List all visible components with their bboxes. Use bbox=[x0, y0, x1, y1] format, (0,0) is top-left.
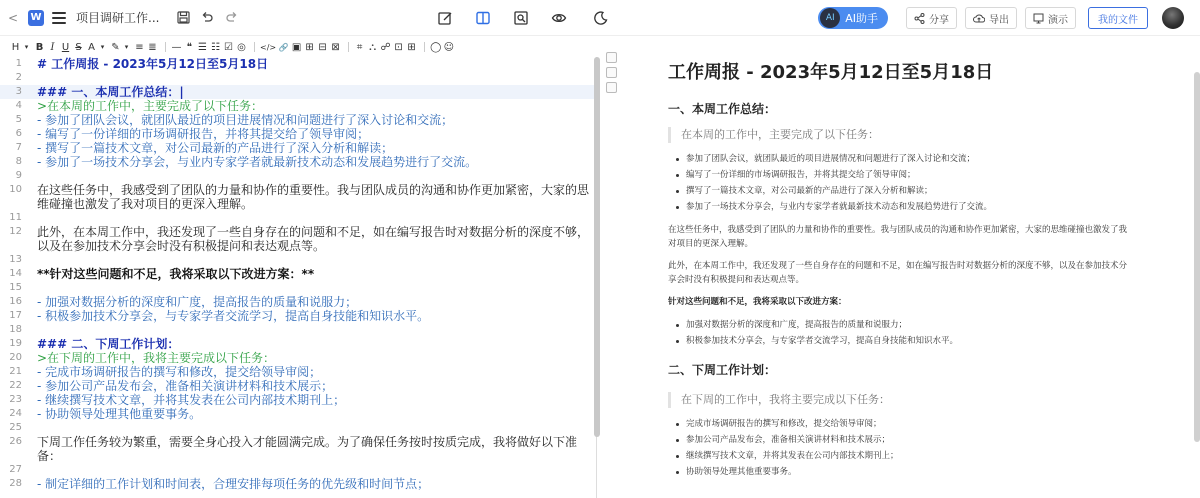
undo-icon[interactable] bbox=[199, 10, 215, 26]
line-number: 6 bbox=[15, 128, 22, 139]
preview-paragraph: 此外，在本周工作中，我还发现了一些自身存在的问题和不足，如在编写报告时对数据分析的深度不够，以及在参加技术分享会时没有积极提问和表达观点等。 bbox=[668, 261, 1128, 285]
app-logo[interactable]: W bbox=[28, 10, 44, 26]
line-number: 27 bbox=[9, 464, 22, 475]
line-text: 以及在参加技术分享会时没有积极提问和表达观点等。 bbox=[37, 239, 326, 253]
preview-title: 工作周报 - 2023年5月12日至5月18日 bbox=[668, 62, 994, 83]
line-text: - 参加公司产品发布会，准备相关演讲材料和技术展示； bbox=[37, 379, 334, 393]
ai-robot-icon: AI bbox=[820, 8, 840, 28]
editor-line[interactable] bbox=[0, 337, 596, 351]
editor-line[interactable] bbox=[0, 113, 596, 127]
preview-blockquote: 在下周的工作中，我将主要完成以下任务： bbox=[668, 392, 1128, 408]
present-icon bbox=[1033, 13, 1044, 24]
editor-line[interactable] bbox=[0, 239, 596, 253]
markdown-editor[interactable] bbox=[0, 57, 597, 498]
top-bar bbox=[0, 0, 1200, 36]
line-number: 15 bbox=[9, 282, 22, 293]
editor-line[interactable] bbox=[0, 309, 596, 323]
editor-line[interactable] bbox=[0, 267, 596, 281]
horizontal-rule-button[interactable]: — bbox=[171, 41, 182, 53]
line-text: 此外，在本周工作中，我还发现了一些自身存在的问题和不足，如在编写报告时对数据分析的深度不够， bbox=[37, 225, 590, 239]
mindmap-button[interactable]: ☍ bbox=[380, 41, 391, 53]
ai-assistant-label: AI助手 bbox=[845, 12, 878, 25]
preview-blockquote: 在本周的工作中，主要完成了以下任务： bbox=[668, 127, 1128, 143]
editor-line[interactable] bbox=[0, 211, 596, 225]
line-text: 维碰撞也激发了我对项目的更深入理解。 bbox=[37, 197, 254, 211]
editor-line[interactable] bbox=[0, 477, 596, 491]
emoji-button[interactable]: ☺ bbox=[443, 41, 455, 53]
line-number: 18 bbox=[9, 324, 22, 335]
editor-line[interactable] bbox=[0, 407, 596, 421]
line-text: - 参加了一场技术分享会，与业内专家学者就最新技术动态和发展趋势进行了交流。 bbox=[37, 155, 478, 169]
line-text: **针对这些问题和不足，我将采取以下改进方案：** bbox=[37, 267, 315, 281]
line-number: 10 bbox=[9, 184, 22, 195]
image-button[interactable]: ▣ bbox=[291, 41, 302, 53]
my-files-button[interactable]: 我的文件 bbox=[1088, 7, 1148, 29]
font-color-dropdown-icon[interactable]: ▾ bbox=[100, 43, 105, 51]
eye-icon[interactable] bbox=[550, 9, 568, 27]
bullet-list-button[interactable]: ☰ bbox=[198, 41, 207, 53]
editor-line[interactable] bbox=[0, 295, 596, 309]
line-number: 2 bbox=[15, 72, 22, 83]
list-item: 加强对数据分析的深度和广度，提高报告的质量和说服力； bbox=[668, 317, 1128, 333]
heading-button[interactable]: H bbox=[11, 41, 20, 53]
preview-list bbox=[668, 317, 1128, 349]
preview-paragraph: 在这些任务中，我感受到了团队的力量和协作的重要性。我与团队成员的沟通和协作更加紧密，大家的思维碰撞也激发了我对项目的更深入理解。 bbox=[668, 225, 1128, 249]
present-button[interactable] bbox=[1025, 7, 1076, 29]
split-view-icon[interactable] bbox=[474, 9, 492, 27]
preview-search-icon[interactable] bbox=[512, 9, 530, 27]
editor-line[interactable] bbox=[0, 155, 596, 169]
italic-button[interactable]: I bbox=[50, 41, 55, 53]
editor-line[interactable] bbox=[0, 351, 596, 365]
save-icon[interactable] bbox=[175, 10, 191, 26]
ai-assistant-button[interactable] bbox=[818, 7, 888, 29]
list-item: 积极参加技术分享会，与专家学者交流学习，提高自身技能和知识水平。 bbox=[668, 333, 1128, 349]
dark-mode-icon[interactable] bbox=[592, 9, 610, 27]
line-number: 14 bbox=[9, 268, 22, 279]
inline-code-button[interactable]: </> bbox=[260, 42, 277, 52]
edit-mode-icon[interactable] bbox=[436, 9, 454, 27]
line-number: 17 bbox=[9, 310, 22, 321]
line-text: ### 二、下周工作计划： bbox=[37, 337, 180, 351]
ordered-list-button[interactable]: ☷ bbox=[211, 41, 220, 53]
heading-dropdown-icon[interactable]: ▾ bbox=[24, 43, 29, 51]
editor-line[interactable] bbox=[0, 225, 596, 239]
line-text: - 积极参加技术分享会，与专家学者交流学习，提高自身技能和知识水平。 bbox=[37, 309, 430, 323]
outline-toggle-icon[interactable] bbox=[606, 67, 617, 78]
editor-line[interactable] bbox=[0, 127, 596, 141]
align-left-button[interactable]: ≡ bbox=[135, 41, 144, 53]
underline-button[interactable]: U bbox=[61, 41, 70, 53]
preview-list bbox=[668, 151, 1128, 215]
preview-pane bbox=[605, 36, 1200, 498]
list-item: 参加公司产品发布会，准备相关演讲材料和技术展示； bbox=[668, 432, 1128, 448]
list-item: 编写了一份详细的市场调研报告，并将其提交给了领导审阅； bbox=[668, 167, 1128, 183]
line-number: 12 bbox=[9, 226, 22, 237]
line-number: 13 bbox=[9, 254, 22, 265]
preview-content bbox=[668, 58, 1128, 488]
editor-line[interactable] bbox=[0, 85, 596, 99]
font-color-button[interactable]: A bbox=[88, 41, 95, 53]
editor-line[interactable] bbox=[0, 365, 596, 379]
share-icon bbox=[914, 13, 925, 24]
line-text: - 参加了团队会议，就团队最近的项目进展情况和问题进行了深入讨论和交流； bbox=[37, 113, 454, 127]
toolbar-divider bbox=[254, 42, 255, 52]
top-bar-left bbox=[0, 9, 300, 26]
editor-line[interactable] bbox=[0, 169, 596, 183]
list-item: 撰写了一篇技术文章，对公司最新的产品进行了深入分析和解读； bbox=[668, 183, 1128, 199]
code-block-button[interactable]: ◎ bbox=[237, 41, 246, 53]
line-number: 24 bbox=[9, 408, 22, 419]
line-text: - 加强对数据分析的深度和广度，提高报告的质量和说服力； bbox=[37, 295, 358, 309]
strikethrough-button[interactable]: S bbox=[75, 41, 82, 53]
toolbar-divider bbox=[165, 42, 166, 52]
list-item: 完成市场调研报告的撰写和修改，提交给领导审阅； bbox=[668, 416, 1128, 432]
chevron-left-icon[interactable]: < bbox=[8, 10, 19, 25]
editor-line[interactable] bbox=[0, 253, 596, 267]
user-avatar[interactable] bbox=[1162, 7, 1184, 29]
line-number: 8 bbox=[15, 156, 22, 167]
line-number: 23 bbox=[9, 394, 22, 405]
present-label: 演示 bbox=[1048, 14, 1068, 26]
share-button[interactable] bbox=[906, 7, 957, 29]
highlight-dropdown-icon[interactable]: ▾ bbox=[124, 43, 129, 51]
menu-icon[interactable] bbox=[52, 12, 66, 24]
list-item: 参加了团队会议，就团队最近的项目进展情况和问题进行了深入讨论和交流； bbox=[668, 151, 1128, 167]
list-item: 继续撰写技术文章，并将其发表在公司内部技术期刊上； bbox=[668, 448, 1128, 464]
editor-line[interactable] bbox=[0, 421, 596, 435]
line-number: 9 bbox=[15, 170, 22, 181]
list-item: 协助领导处理其他重要事务。 bbox=[668, 464, 1128, 480]
editor-line[interactable] bbox=[0, 323, 596, 337]
editor-line[interactable] bbox=[0, 435, 596, 449]
editor-line[interactable] bbox=[0, 393, 596, 407]
line-number: 11 bbox=[9, 212, 22, 223]
export-button[interactable] bbox=[965, 7, 1017, 29]
line-number: 21 bbox=[9, 366, 22, 377]
line-number: 1 bbox=[15, 58, 22, 69]
line-number: 28 bbox=[9, 478, 22, 489]
line-number: 26 bbox=[9, 436, 22, 447]
line-number: 4 bbox=[15, 100, 22, 111]
editor-line[interactable] bbox=[0, 71, 596, 85]
diagram-button[interactable]: ⊡ bbox=[394, 41, 403, 53]
format-toolbar bbox=[0, 37, 600, 57]
cloud-export-icon bbox=[973, 13, 985, 24]
editor-line[interactable] bbox=[0, 449, 596, 463]
line-number: 19 bbox=[9, 338, 22, 349]
line-text: 下周工作任务较为繁重，需要全身心投入才能圆满完成。为了确保任务按时按质完成，我将做好以下准 bbox=[37, 435, 578, 449]
editor-line[interactable] bbox=[0, 57, 596, 71]
line-text: # 工作周报 - 2023年5月12日至5月18日 bbox=[37, 57, 269, 71]
preview-section-heading: 一、本周工作总结： bbox=[668, 102, 777, 116]
line-text: - 编写了一份详细的市场调研报告，并将其提交给了领导审阅； bbox=[37, 127, 370, 141]
align-center-button[interactable]: ≣ bbox=[148, 41, 157, 53]
sync-scroll-icon[interactable] bbox=[606, 82, 617, 93]
line-text: ### 一、本周工作总结：| bbox=[37, 85, 184, 99]
line-number: 5 bbox=[15, 114, 22, 125]
formula-button[interactable]: ⊞ bbox=[407, 41, 416, 53]
line-text: - 撰写了一篇技术文章，对公司最新的产品进行了深入分析和解读； bbox=[37, 141, 394, 155]
comment-button[interactable]: ◯ bbox=[430, 41, 442, 53]
editor-line[interactable] bbox=[0, 281, 596, 295]
highlight-button[interactable]: ✎ bbox=[111, 41, 120, 53]
line-text: 在这些任务中，我感受到了团队的力量和协作的重要性。我与团队成员的沟通和协作更加紧密，大家的思 bbox=[37, 183, 590, 197]
editor-line[interactable] bbox=[0, 183, 596, 197]
view-mode-switcher bbox=[436, 0, 610, 36]
editor-line[interactable] bbox=[0, 379, 596, 393]
embed-button[interactable]: ⊠ bbox=[331, 41, 340, 53]
flowchart-button[interactable]: ⛬ bbox=[369, 41, 377, 53]
editor-line[interactable] bbox=[0, 463, 596, 477]
chart-button[interactable]: ⌗ bbox=[356, 41, 363, 53]
line-text: - 完成市场调研报告的撰写和修改，提交给领导审阅； bbox=[37, 365, 322, 379]
preview-list bbox=[668, 416, 1128, 480]
redo-icon[interactable] bbox=[223, 10, 239, 26]
export-label: 导出 bbox=[989, 14, 1009, 26]
link-button[interactable]: 🔗 bbox=[278, 42, 289, 52]
line-number: 22 bbox=[9, 380, 22, 391]
preview-bold-paragraph: 针对这些问题和不足，我将采取以下改进方案： bbox=[668, 297, 847, 307]
attachment-button[interactable]: ⊟ bbox=[318, 41, 327, 53]
line-text: - 协助领导处理其他重要事务。 bbox=[37, 407, 202, 421]
preview-scrollbar[interactable] bbox=[1194, 72, 1200, 442]
line-text: 备： bbox=[37, 449, 62, 463]
quote-button[interactable]: ❝ bbox=[186, 41, 193, 53]
table-button[interactable]: ⊞ bbox=[305, 41, 314, 53]
top-bar-right bbox=[818, 0, 1184, 36]
line-text: >在本周的工作中，主要完成了以下任务： bbox=[37, 99, 264, 113]
task-list-button[interactable]: ☑ bbox=[224, 41, 233, 53]
line-number: 25 bbox=[9, 422, 22, 433]
line-number: 3 bbox=[15, 86, 22, 97]
editor-line[interactable] bbox=[0, 197, 596, 211]
share-label: 分享 bbox=[929, 14, 949, 26]
line-number: 20 bbox=[9, 352, 22, 363]
editor-scrollbar[interactable] bbox=[594, 57, 600, 437]
editor-line[interactable] bbox=[0, 141, 596, 155]
line-text: - 继续撰写技术文章，并将其发表在公司内部技术期刊上； bbox=[37, 393, 346, 407]
toc-toggle-icon[interactable] bbox=[606, 52, 617, 63]
toolbar-divider bbox=[348, 42, 349, 52]
line-text: - 制定详细的工作计划和时间表，合理安排每项任务的优先级和时间节点； bbox=[37, 477, 430, 491]
editor-line[interactable] bbox=[0, 99, 596, 113]
toolbar-divider bbox=[424, 42, 425, 52]
document-title[interactable]: 项目调研工作... bbox=[76, 11, 160, 25]
preview-section-heading: 二、下周工作计划： bbox=[668, 363, 777, 377]
line-number: 16 bbox=[9, 296, 22, 307]
line-text: >在下周的工作中，我将主要完成以下任务： bbox=[37, 351, 276, 365]
list-item: 参加了一场技术分享会，与业内专家学者就最新技术动态和发展趋势进行了交流。 bbox=[668, 199, 1128, 215]
line-number: 7 bbox=[15, 142, 22, 153]
bold-button[interactable]: B bbox=[35, 41, 44, 53]
